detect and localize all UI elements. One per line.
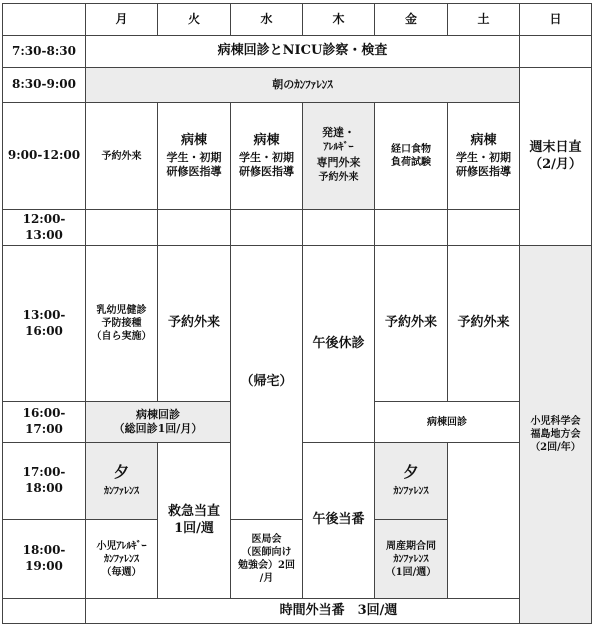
mon-afternoon-cell [86,246,158,402]
time-label-0730: 7:30-8:30 [3,36,86,68]
time-line: 13:00 [25,227,63,242]
weekend-duty-line: 週末日直 [529,139,582,155]
day-header-fri: 金 [375,4,448,36]
day-header-sun: 日 [520,4,592,36]
cell-line: 夕 [403,463,419,482]
tue-emergency-cell [158,443,231,599]
cell-line: 勉強会）2回 [238,560,295,571]
cell-line: 福島地方会 [530,429,581,440]
ward-rounds-fri-sat-cell: 病棟回診 [375,402,520,443]
time-line: 16:00 [25,323,63,338]
cell-line: 負荷試験 [391,157,431,168]
time-label-1200 [3,210,86,246]
empty-cell-sat-1200 [448,210,520,246]
time-label-0830: 8:30-9:00 [3,68,86,103]
day-header-thu: 木 [303,4,375,36]
tue-morning-cell [158,103,231,210]
header-row [3,4,592,36]
cell-line: ｶﾝﾌｧﾚﾝｽ [393,485,429,497]
time-label-1800 [3,520,86,599]
thu-afternoon-cell: 午後休診 [303,246,375,443]
day-header-sat: 土 [448,4,520,36]
cell-line: 学生・初期 [239,151,294,165]
row-1300 [3,246,592,402]
time-line: 12:00- [22,211,66,226]
cell-line: （医師向け [241,547,292,558]
fri-afternoon-cell: 予約外来 [375,246,448,402]
sat-morning-cell [448,103,520,210]
cell-line: 医局会 [251,534,282,545]
cell-line: 病棟 [180,133,207,149]
weekly-schedule-table [2,3,592,624]
row-0900 [3,103,592,210]
cell-line: （1回/週） [385,566,437,578]
corner-cell [3,4,86,36]
cell-line: 1回/週 [174,520,214,536]
empty-cell-sat-1700 [448,443,520,599]
fri-perinatal-cell [375,520,448,599]
day-header-tue: 火 [158,4,231,36]
thu-morning-cell [303,103,375,210]
fri-morning-cell [375,103,448,210]
cell-line: 研修医指導 [239,165,294,179]
cell-line: 経口食物 [391,144,431,155]
cell-line: ｶﾝﾌｧﾚﾝｽ [104,485,139,497]
wed-morning-cell [231,103,303,210]
empty-cell-fri-1200 [375,210,448,246]
day-header-wed: 水 [231,4,303,36]
wed-medical-assoc-cell [231,520,303,599]
empty-cell-tue-1200 [158,210,231,246]
cell-line: 夕 [113,463,129,482]
mon-morning-cell: 予約外来 [86,103,158,210]
mon-evening-conf-cell [86,443,158,520]
empty-cell-footer-label [3,599,86,624]
weekend-duty-line: （2/月） [529,156,582,172]
time-line: 19:00 [25,559,63,573]
row-1200 [3,210,592,246]
time-label-0900: 9:00-12:00 [3,103,86,210]
time-line: 18:00 [25,481,63,495]
time-line: 17:00 [25,422,63,436]
cell-line: ｶﾝﾌｧﾚﾝｽ [393,553,429,565]
weekend-duty-cell [520,68,592,246]
cell-line: （2回/年） [530,442,581,453]
tue-afternoon-cell: 予約外来 [158,246,231,402]
cell-line: 小児科学会 [530,416,581,427]
cell-line: 専門外来 [316,156,361,169]
fri-evening-conf-cell [375,443,448,520]
day-header-mon: 月 [86,4,158,36]
cell-line: 乳幼児健診 [96,305,147,316]
cell-line: 研修医指導 [456,165,511,179]
empty-cell-sun-0730 [520,36,592,68]
time-label-1700 [3,443,86,520]
ward-rounds-nicu-cell: 病棟回診とNICU診察・検査 [86,36,520,68]
cell-line: 病棟回診 [136,407,180,421]
row-overtime [3,599,592,624]
mon-allergy-conf-cell [86,520,158,599]
time-line: 17:00- [22,465,66,480]
cell-line: 病棟 [470,133,497,149]
time-label-1300 [3,246,86,402]
wed-afternoon-cell: （帰宅） [231,246,303,520]
cell-line: ｶﾝﾌｧﾚﾝｽ [104,553,139,565]
row-0730 [3,36,592,68]
cell-line: ｱﾚﾙｷﾞｰ [323,142,354,153]
time-line: 18:00- [22,543,66,558]
sat-afternoon-cell: 予約外来 [448,246,520,402]
overtime-duty-cell: 時間外当番 3回/週 [86,599,592,624]
cell-line: （毎週） [101,566,142,578]
cell-line: （自ら実施） [91,331,152,342]
empty-cell-mon-1200 [86,210,158,246]
cell-line: 発達・ [322,125,355,139]
cell-line: 病棟 [253,133,280,149]
time-line: 16:00- [22,406,66,421]
cell-line: 救急当直 [167,503,220,519]
time-label-1600 [3,402,86,443]
time-line: 13:00- [22,307,66,322]
cell-line: 学生・初期 [456,151,511,165]
row-0830 [3,68,592,103]
empty-cell-wed-1200 [231,210,303,246]
sun-society-cell [520,246,592,624]
cell-line: （総回診1回/月） [113,422,203,435]
thu-evening-duty-cell: 午後当番 [303,443,375,599]
empty-cell-thu-1200 [303,210,375,246]
cell-line: 周産期合同 [386,540,436,552]
cell-line: 予約外来 [318,172,359,184]
morning-conference-cell: 朝のｶﾝﾌｧﾚﾝｽ [86,68,520,103]
cell-line: 研修医指導 [166,165,222,179]
cell-line: 学生・初期 [166,151,222,165]
cell-line: /月 [259,573,274,584]
cell-line: 小児ｱﾚﾙｷﾞｰ [96,540,147,552]
cell-line: 予防接種 [101,318,142,329]
ward-rounds-mon-tue-cell [86,402,231,443]
